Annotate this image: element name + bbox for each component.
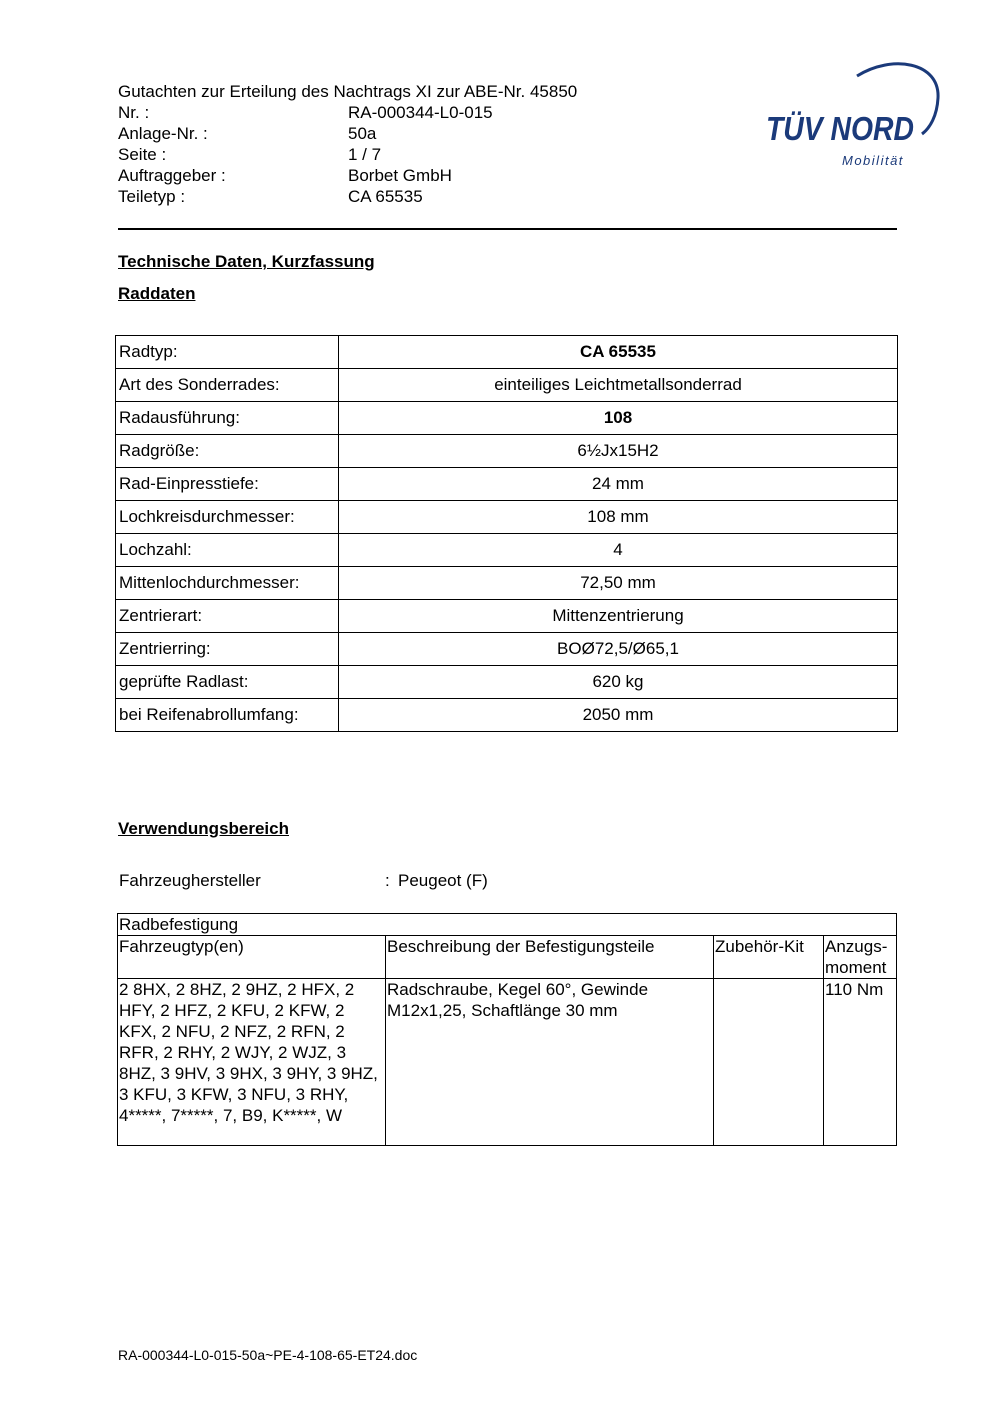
column-header: Anzugs-moment — [824, 936, 897, 979]
table-row — [116, 534, 898, 567]
table-row — [116, 402, 898, 435]
header-row-seite — [118, 144, 381, 165]
header-value: RA-000344-L0-015 — [348, 103, 493, 122]
zubehoer-kit-cell — [714, 979, 824, 1146]
table-row — [116, 501, 898, 534]
header-label: Teiletyp : — [118, 187, 186, 206]
tuv-nord-logo — [762, 58, 942, 173]
column-header: Zubehör-Kit — [714, 936, 824, 979]
table-value: CA 65535 — [339, 336, 898, 369]
table-label: Art des Sonderrades: — [116, 369, 339, 402]
fahrzeugtypen-cell: 2 8HX, 2 8HZ, 2 9HZ, 2 HFX, 2 HFY, 2 HFZ, 2 KFU, 2 KFW, 2 KFX, 2 NFU, 2 NFZ, 2 RFN, 2 RFR, 2 RHY, 2 WJY, 2 WJZ, 3 8HZ, 3 9HV, 3 9HX, 3 9HY, 3 9HZ, 3 KFU, 3 KFW, 3 NFU, 3 RHY, 4*****, 7*****, 7, B9, K*****, W — [118, 979, 386, 1146]
table-label: Radtyp: — [116, 336, 339, 369]
table-label: geprüfte Radlast: — [116, 666, 339, 699]
header-label: Anlage-Nr. : — [118, 124, 208, 143]
table-value: 6½Jx15H2 — [339, 435, 898, 468]
table-row — [116, 633, 898, 666]
header-row-auftraggeber — [118, 165, 452, 186]
header-value: CA 65535 — [348, 187, 423, 206]
header-label: Seite : — [118, 145, 167, 164]
logo-subtitle: Mobilität — [842, 153, 904, 168]
table-title: Radbefestigung — [118, 914, 897, 936]
table-row — [116, 567, 898, 600]
table-row — [116, 699, 898, 732]
header-value: 50a — [348, 124, 377, 143]
table-value: 108 mm — [339, 501, 898, 534]
header-value: Borbet GmbH — [348, 166, 452, 185]
column-header: Fahrzeugtyp(en) — [118, 936, 386, 979]
table-row — [118, 979, 897, 1146]
table-value: 72,50 mm — [339, 567, 898, 600]
table-value: 24 mm — [339, 468, 898, 501]
table-label: Radausführung: — [116, 402, 339, 435]
header-row-teiletyp — [118, 186, 423, 207]
header-label: Nr. : — [118, 103, 150, 122]
section-heading-raddaten: Raddaten — [118, 284, 196, 303]
header-row-anlage — [118, 123, 376, 144]
hersteller-label: Fahrzeughersteller — [119, 871, 261, 890]
table-label: Rad-Einpresstiefe: — [116, 468, 339, 501]
table-value: 620 kg — [339, 666, 898, 699]
table-label: bei Reifenabrollumfang: — [116, 699, 339, 732]
table-value: BOØ72,5/Ø65,1 — [339, 633, 898, 666]
hersteller-value: Peugeot (F) — [398, 871, 488, 890]
table-value: Mittenzentrierung — [339, 600, 898, 633]
hersteller-separator: : — [385, 871, 390, 890]
table-value: 108 — [339, 402, 898, 435]
table-row — [118, 914, 897, 936]
table-row — [116, 336, 898, 369]
anzugsmoment-cell: 110 Nm — [824, 979, 897, 1146]
table-value: 2050 mm — [339, 699, 898, 732]
raddaten-table — [115, 335, 898, 732]
table-label: Lochkreisdurchmesser: — [116, 501, 339, 534]
table-row — [116, 369, 898, 402]
header-label: Auftraggeber : — [118, 166, 226, 185]
section-heading-tech: Technische Daten, Kurzfassung — [118, 252, 375, 271]
table-row — [116, 666, 898, 699]
logo-brand-text: TÜV NORD — [766, 110, 914, 147]
header-row-nr — [118, 102, 493, 123]
table-label: Lochzahl: — [116, 534, 339, 567]
beschreibung-cell: Radschraube, Kegel 60°, Gewinde M12x1,25, Schaftlänge 30 mm — [386, 979, 714, 1146]
footer-filename: RA-000344-L0-015-50a~PE-4-108-65-ET24.doc — [118, 1347, 418, 1363]
table-header-row — [118, 936, 897, 979]
table-label: Zentrierring: — [116, 633, 339, 666]
table-label: Radgröße: — [116, 435, 339, 468]
table-label: Mittenlochdurchmesser: — [116, 567, 339, 600]
column-header: Beschreibung der Befestigungsteile — [386, 936, 714, 979]
table-label: Zentrierart: — [116, 600, 339, 633]
header-value: 1 / 7 — [348, 145, 382, 164]
table-row — [116, 600, 898, 633]
document-title: Gutachten zur Erteilung des Nachtrags XI zur ABE-Nr. 45850 — [118, 82, 578, 101]
table-row — [116, 468, 898, 501]
section-heading-verwendung: Verwendungsbereich — [118, 819, 289, 838]
header-divider — [118, 228, 897, 230]
befestigung-table — [117, 913, 897, 1146]
table-row — [116, 435, 898, 468]
table-value: einteiliges Leichtmetallsonderrad — [339, 369, 898, 402]
table-value: 4 — [339, 534, 898, 567]
